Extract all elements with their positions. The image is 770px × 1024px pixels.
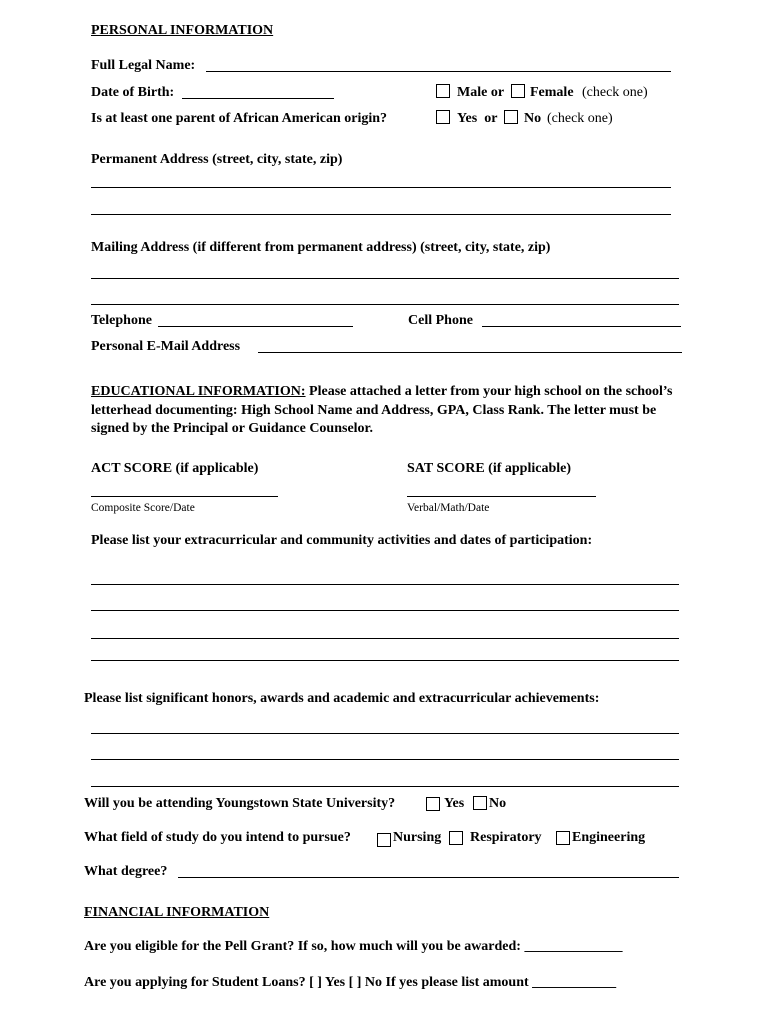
act-caption: Composite Score/Date xyxy=(91,502,195,514)
parent-no-label: No xyxy=(524,111,542,126)
field-of-study-question: What field of study do you intend to pursue? xyxy=(84,830,351,845)
respiratory-checkbox[interactable] xyxy=(449,831,463,845)
female-checkbox[interactable] xyxy=(511,84,525,98)
honors-line-2[interactable] xyxy=(91,759,679,760)
cell-phone-field[interactable] xyxy=(482,326,681,327)
honors-line-3[interactable] xyxy=(91,786,679,787)
ysu-no-label: No xyxy=(489,796,507,811)
parent-hint: (check one) xyxy=(547,111,613,126)
full-name-field[interactable] xyxy=(206,71,671,72)
act-score-label: ACT SCORE (if applicable) xyxy=(91,461,259,476)
activities-line-3[interactable] xyxy=(91,638,679,639)
sat-score-field[interactable] xyxy=(407,496,596,497)
pell-grant-question: Are you eligible for the Pell Grant? If so, how much will you be awarded: ______________ xyxy=(84,939,623,954)
ysu-yes-checkbox[interactable] xyxy=(426,797,440,811)
parent-no-checkbox[interactable] xyxy=(504,110,518,124)
educational-instructions: Please attached a letter from your high school on the school’s letterhead documenting: High School Name and Address, GPA, Class Rank. The letter must be signed by the Principal or Guidance Counselor. xyxy=(91,384,673,436)
ysu-no-checkbox[interactable] xyxy=(473,796,487,810)
male-label: Male or xyxy=(457,85,505,100)
activities-line-4[interactable] xyxy=(91,660,679,661)
honors-line-1[interactable] xyxy=(91,733,679,734)
parent-origin-question: Is at least one parent of African American origin? xyxy=(91,111,388,126)
dob-field[interactable] xyxy=(182,98,334,99)
mailing-address-label: Mailing Address (if different from permanent address) (street, city, state, zip) xyxy=(91,240,551,255)
respiratory-label: Respiratory xyxy=(470,830,542,845)
female-label: Female xyxy=(530,85,574,100)
nursing-label: Nursing xyxy=(393,830,442,845)
cell-phone-label: Cell Phone xyxy=(408,313,473,328)
activities-line-1[interactable] xyxy=(91,584,679,585)
parent-yes-label: Yes or xyxy=(457,111,498,126)
nursing-checkbox[interactable] xyxy=(377,833,391,847)
personal-info-heading: PERSONAL INFORMATION xyxy=(91,23,274,38)
honors-prompt: Please list significant honors, awards and academic and extracurricular achievements: xyxy=(84,691,600,706)
sat-score-label: SAT SCORE (if applicable) xyxy=(407,461,572,476)
ysu-question: Will you be attending Youngstown State University? xyxy=(84,796,396,811)
male-checkbox[interactable] xyxy=(436,84,450,98)
engineering-checkbox[interactable] xyxy=(556,831,570,845)
degree-label: What degree? xyxy=(84,864,168,879)
telephone-label: Telephone xyxy=(91,313,152,328)
educational-info-heading: EDUCATIONAL INFORMATION: xyxy=(91,384,306,399)
gender-hint: (check one) xyxy=(582,85,648,100)
act-score-field[interactable] xyxy=(91,496,278,497)
educational-paragraph xyxy=(91,383,681,439)
permanent-address-line-2[interactable] xyxy=(91,214,671,215)
permanent-address-label: Permanent Address (street, city, state, zip) xyxy=(91,152,343,167)
engineering-label: Engineering xyxy=(572,830,646,845)
degree-field[interactable] xyxy=(178,877,679,878)
student-loans-question: Are you applying for Student Loans? [ ] Yes [ ] No If yes please list amount ____________ xyxy=(84,975,617,990)
mailing-address-line-2[interactable] xyxy=(91,304,679,305)
activities-prompt: Please list your extracurricular and community activities and dates of participation: xyxy=(91,533,593,548)
activities-line-2[interactable] xyxy=(91,610,679,611)
telephone-field[interactable] xyxy=(158,326,353,327)
email-label: Personal E-Mail Address xyxy=(91,339,241,354)
permanent-address-line-1[interactable] xyxy=(91,187,671,188)
email-field[interactable] xyxy=(258,352,682,353)
dob-label: Date of Birth: xyxy=(91,85,175,100)
mailing-address-line-1[interactable] xyxy=(91,278,679,279)
full-name-label: Full Legal Name: xyxy=(91,58,196,73)
sat-caption: Verbal/Math/Date xyxy=(407,502,490,514)
ysu-yes-label: Yes xyxy=(444,796,465,811)
parent-yes-checkbox[interactable] xyxy=(436,110,450,124)
financial-info-heading: FINANCIAL INFORMATION xyxy=(84,905,270,920)
